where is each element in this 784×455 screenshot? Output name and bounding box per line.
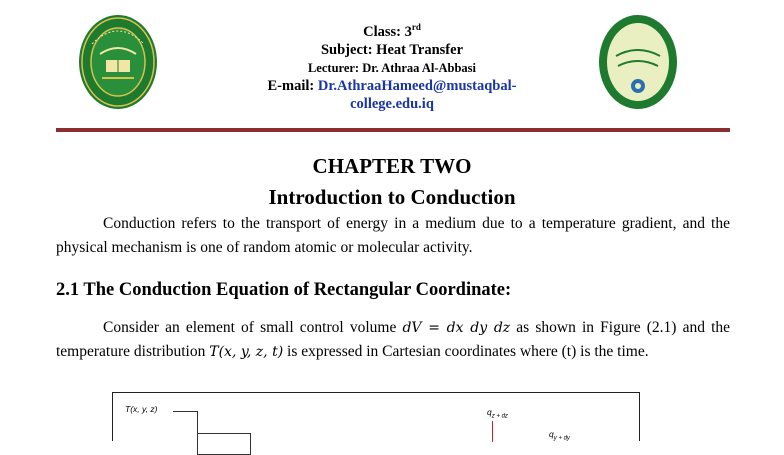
heat-flux-arrow — [492, 421, 493, 442]
class-line: Class: 3rd — [363, 22, 421, 40]
email-link-continued[interactable]: college.edu.iq — [350, 95, 434, 112]
email-link[interactable]: Dr.AthraaHameed@mustaqbal- — [317, 77, 517, 94]
lecturer-line: Lecturer: Dr. Athraa Al-Abbasi — [307, 60, 477, 75]
college-logo-left — [78, 14, 158, 110]
figure-label-heat-flux-y: $q_{y + dy}$ — [549, 429, 570, 442]
section-heading: 2.1 The Conduction Equation of Rectangular Coordinate: — [56, 280, 512, 300]
email-line: E-mail: Dr.AthraaHameed@mustaqbal- — [267, 77, 517, 94]
document-header — [250, 18, 534, 113]
figure-label-heat-flux-z: $q_{z + dz}$ — [487, 407, 508, 420]
college-logo-right — [598, 14, 678, 110]
subject-line: Subject: Heat Transfer — [320, 41, 464, 58]
control-volume-element — [197, 433, 251, 455]
chapter-subtitle: Introduction to Conduction — [268, 185, 516, 209]
figure-2-1 — [112, 392, 640, 441]
chapter-title: CHAPTER TWO — [312, 154, 472, 178]
figure-leader-line — [173, 411, 197, 412]
volume-equation: dV = dx dy dz — [402, 320, 511, 336]
control-volume-paragraph: Consider an element of small control volume dV = dx dy dz as shown in Figure (2.1) and the temperature distribution T(x, y, z, t) is expressed in Cartesian coordinates where (t) is the time. — [56, 319, 731, 360]
temperature-function: T(x, y, z, t) — [209, 344, 284, 360]
header-divider — [56, 128, 730, 132]
intro-paragraph: Conduction refers to the transport of energy in a medium due to a temperature gradient, and the physical mechanism is one of random atomic or molecular activity. — [56, 215, 730, 256]
figure-label-temperature: T(x, y, z) — [125, 404, 158, 414]
